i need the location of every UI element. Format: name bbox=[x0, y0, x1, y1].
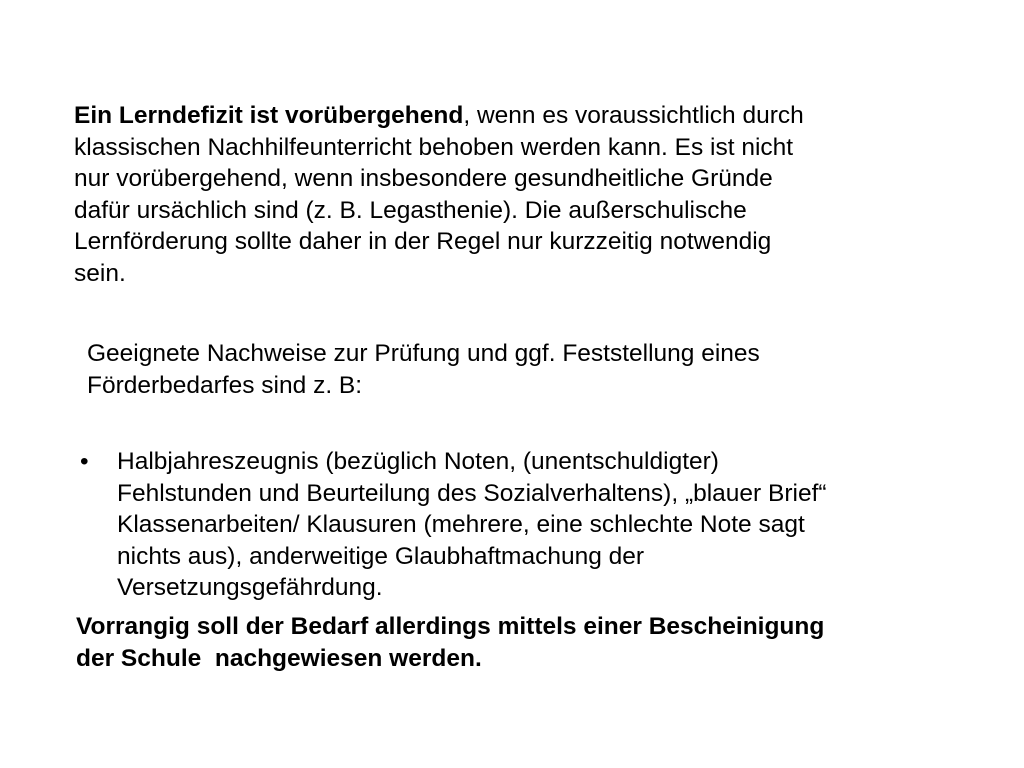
line3: nur vorübergehend, wenn insbesondere gesundheitliche Gründe bbox=[74, 165, 773, 192]
bold-lead-text: Ein Lerndefizit ist vorübergehend bbox=[74, 102, 464, 129]
line5: Lernförderung sollte daher in der Regel nur kurzzeitig notwendig bbox=[74, 228, 772, 255]
bullet-text bbox=[117, 446, 957, 604]
line2: Fehlstunden und Beurteilung des Sozialverhaltens), „blauer Brief“ bbox=[117, 479, 827, 507]
line1: Geeignete Nachweise zur Prüfung und ggf. Feststellung eines bbox=[87, 340, 760, 367]
line1: Halbjahreszeugnis (bezüglich Noten, (unentschuldigter) bbox=[117, 448, 719, 475]
line1-rest: , wenn es voraussichtlich durch bbox=[463, 102, 804, 129]
line6: sein. bbox=[74, 259, 126, 287]
paragraph-lerndefizit bbox=[74, 100, 954, 289]
line5: Versetzungsgefährdung. bbox=[117, 574, 383, 601]
line2: der Schule nachgewiesen werden. bbox=[76, 644, 482, 672]
line2: klassischen Nachhilfeunterricht behoben werden kann. Es ist nicht bbox=[74, 133, 794, 161]
line4: dafür ursächlich sind (z. B. Legasthenie). Die außerschulische bbox=[74, 196, 747, 224]
line1: Vorrangig soll der Bedarf allerdings mittels einer Bescheinigung bbox=[76, 613, 825, 640]
paragraph-nachweise bbox=[87, 338, 967, 401]
paragraph-bescheinigung bbox=[76, 611, 976, 674]
line2: Förderbedarfes sind z. B: bbox=[87, 371, 363, 399]
bullet-icon: • bbox=[80, 448, 89, 475]
line3: Klassenarbeiten/ Klausuren (mehrere, eine schlechte Note sagt bbox=[117, 511, 805, 538]
line4: nichts aus), anderweitige Glaubhaftmachung der bbox=[117, 542, 645, 570]
